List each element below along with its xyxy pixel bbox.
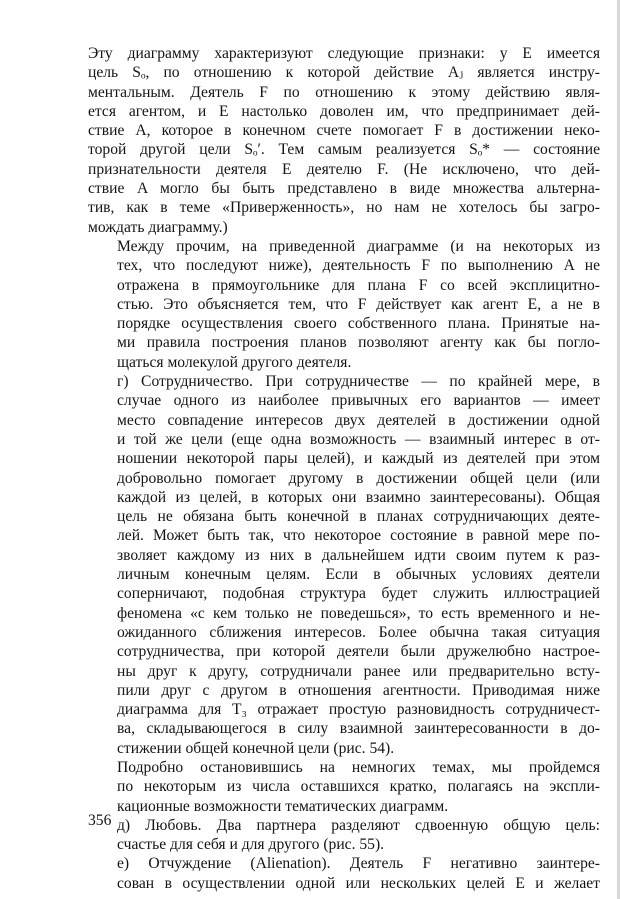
text-line: лей. Может быть так, что некоторое состояние в равной мере по-	[117, 527, 600, 545]
text-line: соперничают, подобная структура будет служить иллюстрацией	[117, 585, 600, 603]
text-line: ментальным. Деятель F по отношению к этому действию явля-	[88, 83, 600, 101]
text-line: цель не обязана быть конечной в планах сотрудничающих деяте-	[117, 508, 600, 526]
text-line: ется агентом, и E настолько доволен им, что предпринимает дей-	[88, 102, 600, 120]
text-line: каждой из целей, в которых они взаимно заинтересованы). Общая	[117, 488, 600, 506]
text-line: ствие A могло бы быть представлено в виде множества альтерна-	[88, 180, 600, 198]
text-line: стью. Это объясняется тем, что F действует как агент E, а не в	[117, 295, 600, 313]
text-line: место совпадение интересов двух деятелей в достижении одной	[117, 411, 600, 429]
text-line: сотрудничества, при которой деятели были дружелюбно настрое-	[117, 643, 600, 661]
text-line: кационные возможности тематических диаграмм.	[117, 797, 449, 815]
text-line: зволяет каждому из них в дальнейшем идти своим путем к раз-	[117, 546, 600, 564]
page-number: 356	[88, 812, 112, 829]
text-line: отражена в прямоугольнике для плана F со всей эксплицитно-	[117, 276, 600, 294]
text-line: добровольно помогает другому в достижении общей цели (или	[117, 469, 600, 487]
paragraph-love	[88, 816, 600, 855]
text-line: Подробно остановившись на немногих темах, мы пройдемся	[117, 758, 600, 776]
paragraph-diagram-features	[88, 44, 600, 237]
paragraph-brief-overview	[88, 758, 600, 816]
paragraph-cooperation	[88, 372, 600, 758]
text-line: стижении общей конечной цели (рис. 54).	[117, 739, 395, 757]
text-line: случае одного из наиболее привычных его вариантов — имеет	[117, 392, 600, 410]
text-line: ношении некоторой пары целей), и каждый из деятелей при этом	[117, 450, 600, 468]
body-text	[88, 44, 600, 893]
text-line: сован в осуществлении одной или нескольких целей E и желает	[117, 874, 600, 892]
text-line: Между прочим, на приведенной диаграмме (и на некоторых из	[117, 237, 600, 255]
text-line: феномена «с кем только не поведешься», то есть временного и не-	[117, 604, 600, 622]
text-line: ны друг к другу, сотрудничали ранее или предварительно всту-	[117, 662, 600, 680]
text-line: порядке осуществления своего собственного плана. Принятые на-	[117, 315, 600, 333]
text-line: г) Сотрудничество. При сотрудничестве — по крайней мере, в	[117, 373, 600, 391]
text-line: щаться молекулой другого деятеля.	[117, 353, 352, 371]
text-line: пили друг с другом в отношения агентности. Приводимая ниже	[117, 681, 600, 699]
paragraph-alienation	[88, 854, 600, 893]
text-line: е) Отчуждение (Alienation). Деятель F негативно заинтере-	[117, 855, 600, 873]
text-line: мождать диаграмму.)	[88, 218, 228, 236]
text-line: тех, что последуют ниже), деятельность F по выполнению A не	[117, 257, 600, 275]
text-line: счастье для себя и для другого (рис. 55).	[117, 836, 385, 854]
text-line: цель Sₒ, по отношению к которой действие Aⱼ является инстру-	[88, 64, 600, 82]
paragraph-by-the-way	[88, 237, 600, 372]
text-line: Эту диаграмму характеризуют следующие признаки: у E имеется	[88, 45, 600, 62]
text-line: торой другой цели Sₒ′. Тем самым реализуется Sₒ* — состояние	[88, 141, 600, 159]
text-line: ствие A, которое в конечном счете помогает F в достижении некo-	[88, 122, 600, 140]
text-line: личным конечным целям. Если в обычных условиях деятели	[117, 566, 600, 584]
text-line: по некоторым из числа оставшихся кратко, полагаясь на экспли-	[117, 778, 600, 796]
text-line: д) Любовь. Два партнера разделяют сдвоенную общую цель:	[117, 816, 600, 834]
text-line: ва, складывающегося в силу взаимной заинтересованности в до-	[117, 720, 600, 738]
text-line: диаграмма для T₃ отражает простую разновидность сотрудничест-	[117, 701, 600, 719]
text-line: тив, как в теме «Приверженность», но нам не хотелось бы загро-	[88, 199, 600, 217]
text-line: ми правила построения планов позволяют агенту как бы погло-	[117, 334, 600, 352]
text-line: ожиданного сближения интересов. Более обычна такая ситуация	[117, 623, 600, 641]
text-line: и той же цели (еще одна возможность — взаимный интерес в от-	[117, 430, 600, 448]
text-line: признательности деятеля E деятелю F. (Не исключено, что дей-	[88, 160, 600, 178]
